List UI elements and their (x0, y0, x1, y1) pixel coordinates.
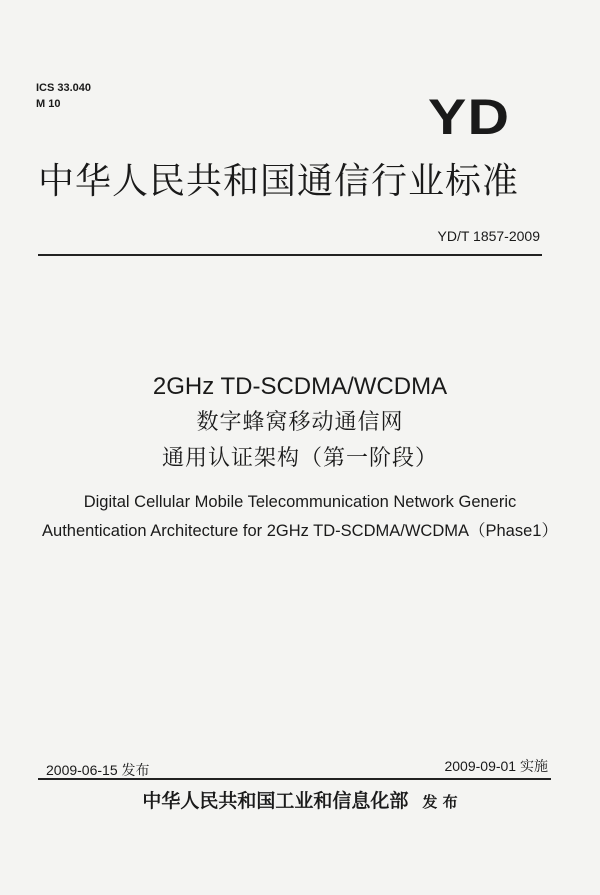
class-code: M 10 (36, 98, 61, 110)
classification-codes (36, 80, 91, 112)
issue-date: 2009-06-15 发布 (46, 762, 150, 778)
publisher-name: 中华人民共和国工业和信息化部 (142, 790, 409, 812)
title-en-line-1: 2GHz TD-SCDMA/WCDMA (152, 373, 448, 400)
title-cn-line-2: 通用认证架构（第一阶段） (161, 446, 438, 471)
title-cn-line-1: 数字蜂窝移动通信网 (196, 410, 404, 435)
title-en-line-2: Digital Cellular Mobile Telecommunication Network Generic (83, 493, 517, 511)
publisher-suffix: 发 布 (422, 793, 458, 811)
ics-code: ICS 33.040 (36, 82, 92, 94)
footer-divider (38, 778, 551, 780)
implement-date: 2009-09-01 实施 (444, 758, 548, 774)
publisher-line (0, 788, 600, 815)
yd-logo: YD (428, 89, 511, 145)
standard-category-title: 中华人民共和国通信行业标准 (38, 161, 520, 202)
header-divider (38, 254, 542, 256)
standard-number: YD/T 1857-2009 (437, 228, 540, 244)
title-en-line-3: Authentication Architecture for 2GHz TD-SCDMA/WCDMA（Phase1） (42, 522, 558, 540)
